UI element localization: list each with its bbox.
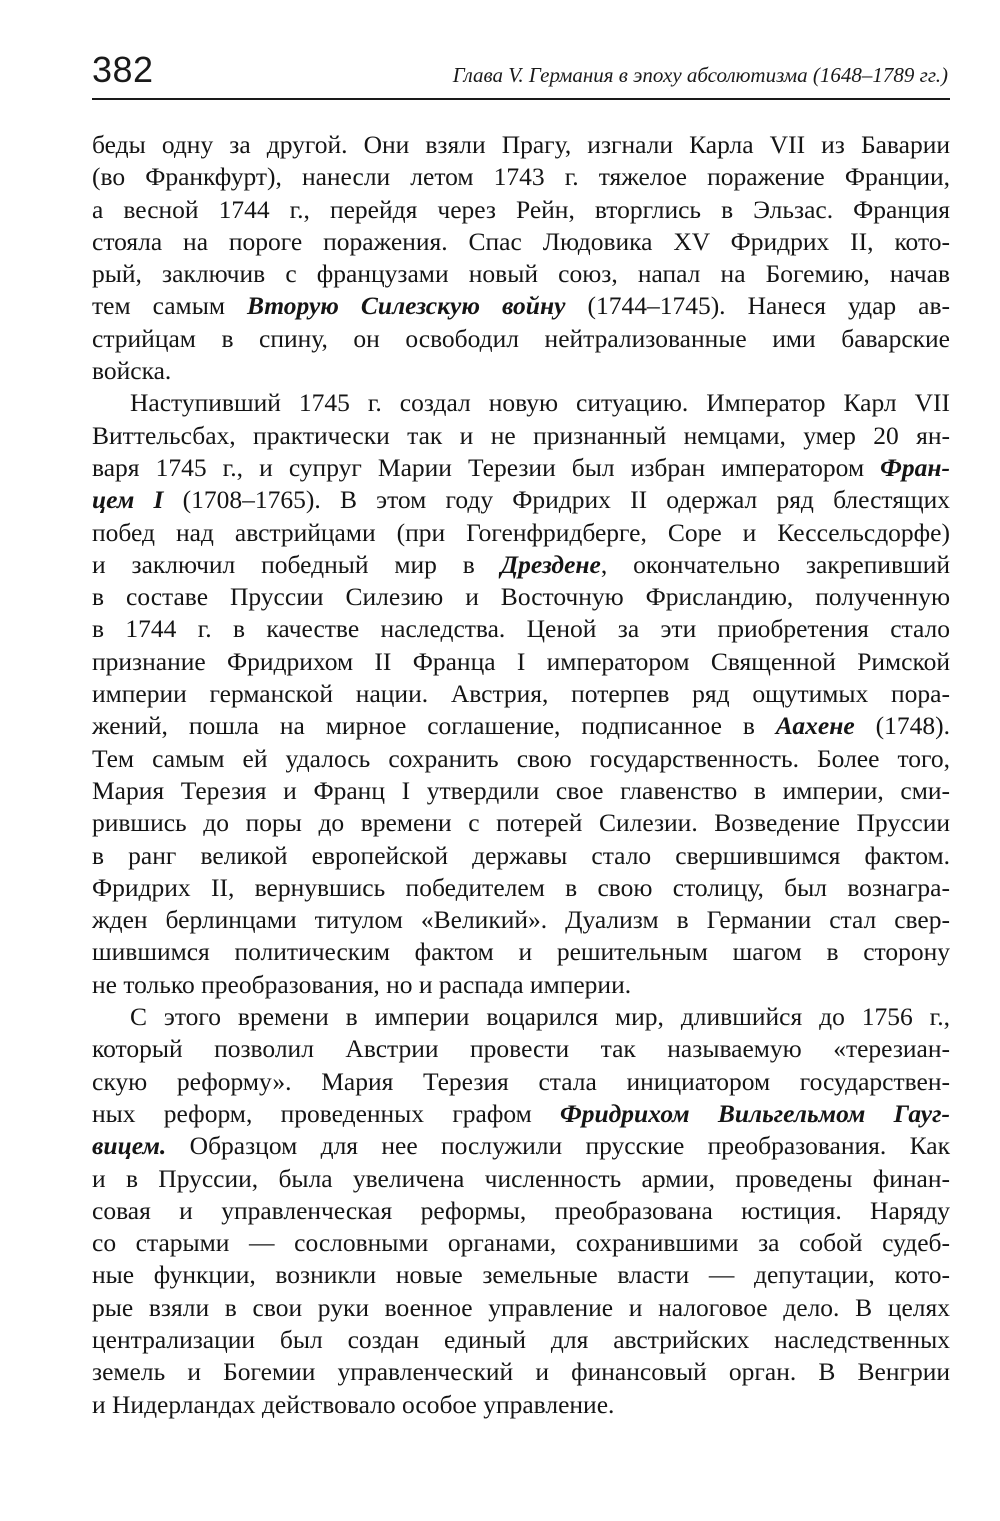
text-segment: в ранг великой европейской державы стало свершившимся фактом. [92, 840, 950, 870]
emphasized-term: Дрездене [500, 549, 601, 579]
text-line [92, 872, 950, 904]
text-segment: , окончательно закрепивший [600, 549, 951, 579]
text-segment: стояла на пороге поражения. Спас Людовика XV Фридрих II, кото- [92, 226, 950, 256]
text-segment: побед над австрийцами (при Гогенфридберге, Соре и Кессельсдорфе) [92, 517, 950, 547]
text-segment: империи германской нации. Австрия, потерпев ряд ощутимых пора- [92, 679, 950, 709]
emphasized-term: Вторую Силезскую войну [246, 291, 566, 321]
emphasized-term: цем I [92, 485, 164, 515]
text-line [92, 710, 950, 742]
emphasized-term: Фран- [880, 452, 950, 482]
text-segment: жений, пошла на мирное соглашение, подписанное в [92, 711, 776, 741]
text-segment: шившимся политическим фактом и решительным шагом в сторону [92, 937, 950, 967]
text-line [92, 904, 950, 936]
text-segment: рый, заключив с французами новый союз, напал на Богемию, начав [92, 259, 950, 289]
text-segment: не только преобразования, но и распада империи. [92, 969, 632, 999]
text-line [92, 613, 950, 645]
body-text [92, 129, 950, 1421]
text-line [92, 452, 950, 484]
text-line [92, 1227, 950, 1259]
text-line [92, 1130, 950, 1162]
text-line [92, 420, 950, 452]
text-segment: беды одну за другой. Они взяли Прагу, изгнали Карла VII из Баварии [92, 130, 950, 159]
text-line [92, 1292, 950, 1324]
text-segment: варя 1745 г., и супруг Марии Терезии был избран императором [92, 452, 881, 482]
text-segment: со старыми — сословными органами, сохранившими за собой судеб- [92, 1228, 950, 1258]
text-line [92, 1195, 950, 1227]
text-segment: тем самым [92, 291, 247, 321]
text-segment: централизации был создан единый для австрийских наследственных [92, 1324, 950, 1354]
text-line [92, 936, 950, 968]
text-segment: а весной 1744 г., перейдя через Рейн, вторглись в Эльзас. Франция [92, 194, 950, 224]
paragraph [92, 1001, 950, 1421]
text-line [92, 1098, 950, 1130]
text-segment: и в Пруссии, была увеличена численность армии, проведены финан- [92, 1163, 950, 1193]
text-segment: (1748). [854, 711, 951, 741]
text-segment: совая и управленческая реформы, преобразована юстиция. Наряду [92, 1195, 950, 1225]
page-number: 382 [92, 49, 154, 90]
paragraph [92, 387, 950, 1001]
text-line [92, 646, 950, 678]
text-segment: (во Франкфурт), нанесли летом 1743 г. тяжелое поражение Франции, [92, 162, 950, 192]
text-segment: Тем самым ей удалось сохранить свою государственность. Более того, [92, 743, 950, 773]
emphasized-term: вицем. [92, 1131, 167, 1161]
text-line [92, 1356, 950, 1388]
text-line [92, 775, 950, 807]
text-segment: земель и Богемии управленческий и финансовый орган. В Венгрии [92, 1357, 950, 1387]
text-line [92, 969, 950, 1001]
text-line [92, 323, 950, 355]
text-line [92, 258, 950, 290]
text-segment: который позволил Австрии провести так называемую «терезиан- [92, 1034, 950, 1064]
page-header [92, 50, 950, 100]
text-segment: Образцом для нее послужили прусские преобразования. Как [166, 1131, 950, 1161]
emphasized-term: Аахене [775, 711, 855, 741]
text-segment: в 1744 г. в качестве наследства. Ценой за эти приобретения стало [92, 614, 950, 644]
text-line [92, 129, 950, 161]
text-segment: в составе Пруссии Силезию и Восточную Фрисландию, полученную [92, 582, 950, 612]
text-line [92, 484, 950, 516]
text-segment: жден берлинцами титулом «Великий». Дуализм в Германии стал свер- [92, 905, 950, 935]
text-line [92, 743, 950, 775]
text-line [92, 194, 950, 226]
text-line [92, 1163, 950, 1195]
text-line [92, 807, 950, 839]
text-line [92, 549, 950, 581]
text-line [92, 1001, 950, 1033]
text-segment: признание Фридрихом II Франца I императором Священной Римской [92, 646, 950, 676]
text-line [92, 581, 950, 613]
text-line [92, 1324, 950, 1356]
text-line [92, 226, 950, 258]
text-line [92, 290, 950, 322]
text-segment: С этого времени в империи воцарился мир, длившийся до 1756 г., [130, 1002, 950, 1032]
text-line [92, 1033, 950, 1065]
text-line [92, 1389, 950, 1421]
emphasized-term: Фридрихом Вильгельмом Гауг- [560, 1098, 950, 1128]
text-line [92, 1066, 950, 1098]
text-segment: рившись до поры до времени с потерей Силезии. Возведение Пруссии [92, 808, 950, 838]
text-segment: и заключил победный мир в [92, 549, 501, 579]
text-segment: Наступивший 1745 г. создал новую ситуацию. Император Карл VII [130, 388, 950, 418]
text-segment: Фридрих II, вернувшись победителем в свою столицу, был вознагра- [92, 872, 950, 902]
text-segment: ных реформ, проведенных графом [92, 1098, 561, 1128]
text-line [92, 1259, 950, 1291]
text-line [92, 678, 950, 710]
text-line [92, 517, 950, 549]
text-line [92, 355, 950, 387]
text-segment: рые взяли в свои руки военное управление и налоговое дело. В целях [92, 1292, 950, 1322]
text-segment: ные функции, возникли новые земельные власти — депутации, кото- [92, 1260, 950, 1290]
text-segment: Виттельсбах, практически так и не признанный немцами, умер 20 ян- [92, 420, 950, 450]
running-head: Глава V. Германия в эпоху абсолютизма (1648–1789 гг.) [452, 63, 948, 87]
text-segment: войска. [92, 356, 172, 386]
text-segment: (1744–1745). Нанеся удар ав- [565, 291, 951, 321]
text-segment: (1708–1765). В этом году Фридрих II одержал ряд блестящих [163, 485, 950, 515]
text-line [92, 840, 950, 872]
text-segment: стрийцам в спину, он освободил нейтрализованные ими баварские [92, 323, 950, 353]
text-line [92, 387, 950, 419]
text-segment: скую реформу». Мария Терезия стала инициатором государствен- [92, 1066, 950, 1096]
text-line [92, 161, 950, 193]
text-segment: Мария Терезия и Франц I утвердили свое главенство в империи, сми- [92, 775, 950, 805]
text-segment: и Нидерландах действовало особое управление. [92, 1389, 615, 1419]
paragraph [92, 129, 950, 387]
